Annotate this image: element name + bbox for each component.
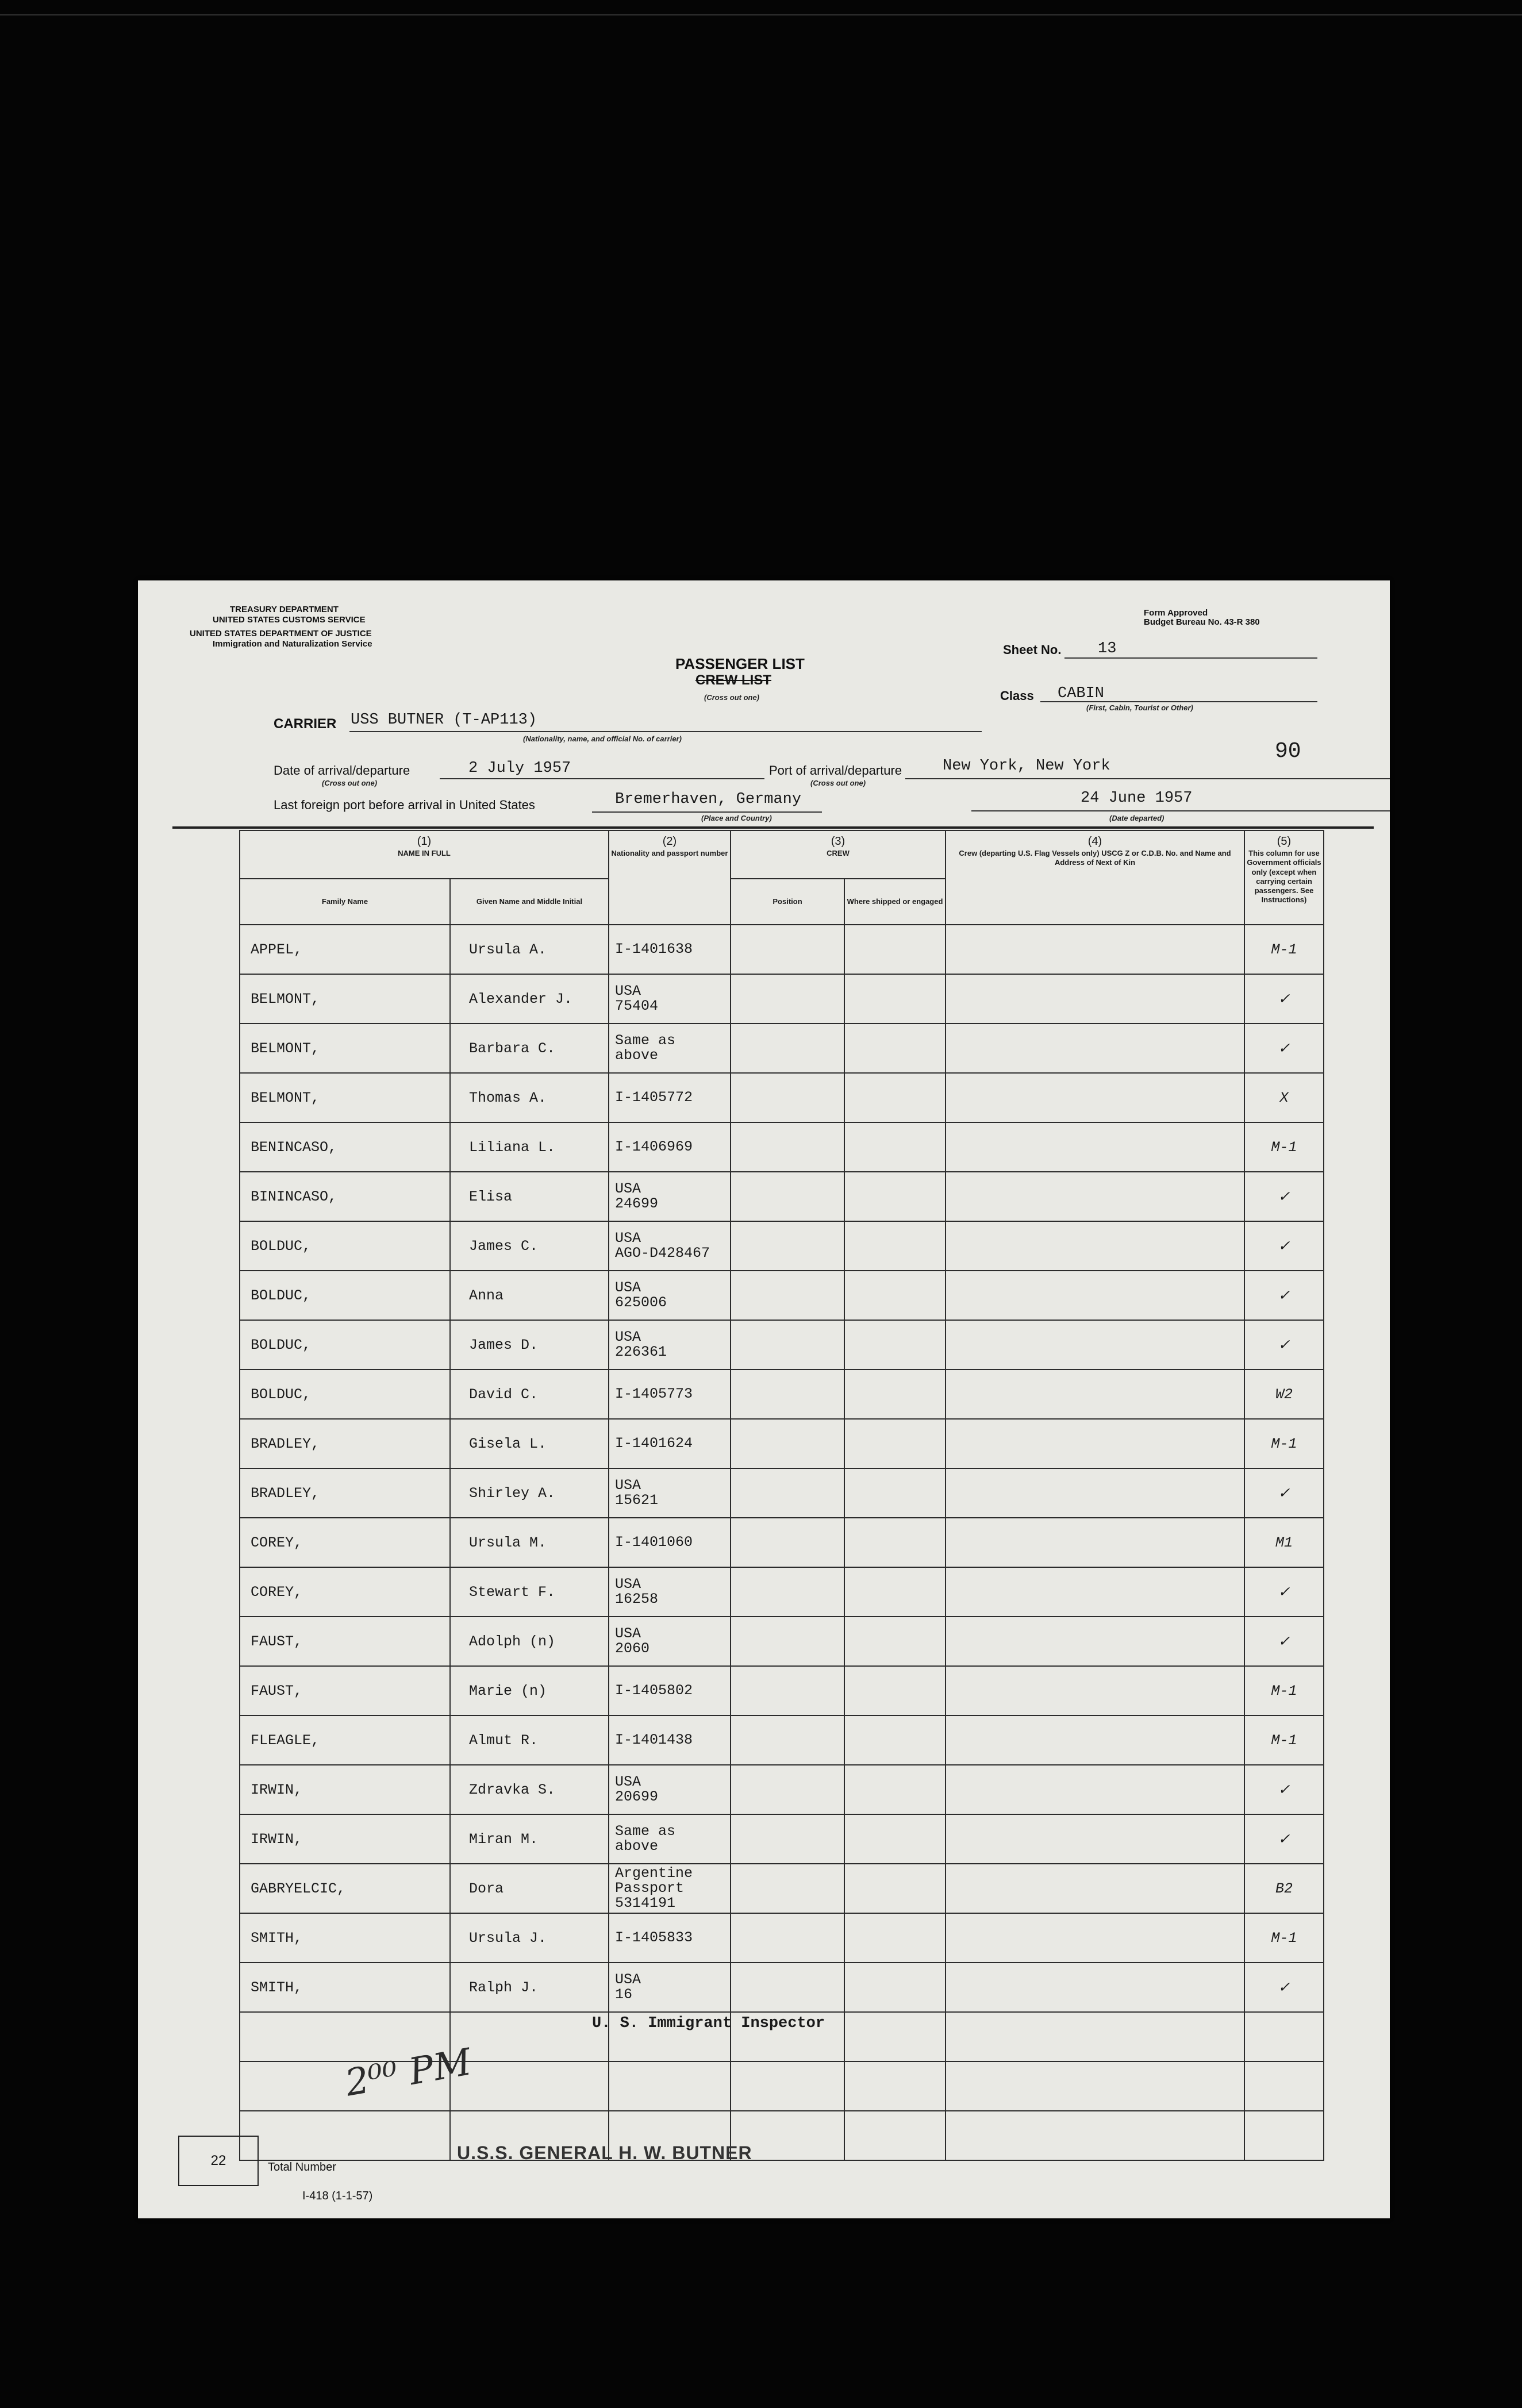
family-name-cell: BELMONT, <box>240 1024 450 1073</box>
next-of-kin-cell <box>946 1073 1244 1122</box>
given-name-cell: Ralph J. <box>450 1963 609 2012</box>
blank-cell <box>450 2012 609 2061</box>
family-name-cell: SMITH, <box>240 1963 450 2012</box>
given-name-cell: David C. <box>450 1370 609 1419</box>
table-row <box>240 974 1324 1024</box>
official-mark-cell: X <box>1244 1073 1324 1122</box>
class-value: CABIN <box>1058 685 1105 702</box>
table-row <box>240 1320 1324 1370</box>
passport-cell: Same as above <box>609 1024 731 1073</box>
blank-cell <box>609 2061 731 2111</box>
given-name-cell: Ursula M. <box>450 1518 609 1567</box>
last-port-label: Last foreign port before arrival in United States <box>274 798 535 812</box>
blank-cell <box>1244 2061 1324 2111</box>
crew-position-cell <box>731 1271 844 1320</box>
blank-cell <box>946 2061 1244 2111</box>
blank-cell <box>946 2111 1244 2160</box>
given-name-cell: Adolph (n) <box>450 1617 609 1666</box>
family-name-cell: COREY, <box>240 1567 450 1617</box>
official-mark-cell: B2 <box>1244 1864 1324 1913</box>
next-of-kin-cell <box>946 974 1244 1024</box>
title-sub: (Cross out one) <box>704 693 760 702</box>
given-name-cell: Ursula J. <box>450 1913 609 1963</box>
next-of-kin-cell <box>946 1122 1244 1172</box>
next-of-kin-cell <box>946 1172 1244 1221</box>
crew-position-cell <box>731 1073 844 1122</box>
carrier-label: CARRIER <box>274 716 337 732</box>
family-name-cell: BOLDUC, <box>240 1271 450 1320</box>
form-number: I-418 (1-1-57) <box>302 2190 373 2202</box>
agency-line-2: UNITED STATES CUSTOMS SERVICE <box>213 615 366 625</box>
passport-cell: I-1406969 <box>609 1122 731 1172</box>
family-name-cell: BININCASO, <box>240 1172 450 1221</box>
official-mark-cell: ✓ <box>1244 1617 1324 1666</box>
official-mark-cell: ✓ <box>1244 1963 1324 2012</box>
given-name-cell: Miran M. <box>450 1814 609 1864</box>
passport-cell: I-1401060 <box>609 1518 731 1567</box>
official-mark-cell: ✓ <box>1244 1271 1324 1320</box>
crew-shipped-cell <box>844 1370 946 1419</box>
sheet-underline <box>1064 657 1317 659</box>
next-of-kin-cell <box>946 1913 1244 1963</box>
budget-bureau: Budget Bureau No. 43-R 380 <box>1144 617 1260 627</box>
crew-shipped-cell <box>844 1963 946 2012</box>
family-name-cell: APPEL, <box>240 925 450 974</box>
next-of-kin-cell <box>946 1567 1244 1617</box>
blank-cell <box>1244 2012 1324 2061</box>
family-name-cell: SMITH, <box>240 1913 450 1963</box>
family-name-cell: BELMONT, <box>240 974 450 1024</box>
next-of-kin-cell <box>946 1221 1244 1271</box>
given-name-cell: Barbara C. <box>450 1024 609 1073</box>
next-of-kin-cell <box>946 1814 1244 1864</box>
scanner-edge-line <box>0 14 1522 16</box>
crew-position-cell <box>731 1666 844 1715</box>
page-stamp-number: 90 <box>1275 739 1301 764</box>
passenger-rows <box>240 925 1324 2160</box>
passport-cell: USA 16258 <box>609 1567 731 1617</box>
departed-value: 24 June 1957 <box>1081 790 1193 807</box>
blank-cell <box>946 2012 1244 2061</box>
agency-line-3: UNITED STATES DEPARTMENT OF JUSTICE <box>190 629 372 638</box>
col5-number: (5) <box>1277 835 1292 848</box>
class-label: Class <box>1000 688 1034 703</box>
next-of-kin-cell <box>946 1271 1244 1320</box>
table-row <box>240 1419 1324 1468</box>
official-mark-cell: ✓ <box>1244 1172 1324 1221</box>
family-name-cell: BELMONT, <box>240 1073 450 1122</box>
crew-position-cell <box>731 1567 844 1617</box>
crew-shipped-cell <box>844 1765 946 1814</box>
ship-stamp: U.S.S. GENERAL H. W. BUTNER <box>457 2142 752 2163</box>
family-name-cell: GABRYELCIC, <box>240 1864 450 1913</box>
crew-shipped-cell <box>844 1172 946 1221</box>
blank-cell <box>1244 2111 1324 2160</box>
col5-label: This column for use Government officials only (except when carrying certain passengers. See Instructions) <box>1247 849 1321 905</box>
crew-position-cell <box>731 1814 844 1864</box>
official-mark-cell: M1 <box>1244 1518 1324 1567</box>
passenger-list-form <box>138 580 1390 2218</box>
passport-cell: USA 16 <box>609 1963 731 2012</box>
next-of-kin-cell <box>946 1617 1244 1666</box>
crew-shipped-cell <box>844 1864 946 1913</box>
col3-number: (3) <box>831 835 845 848</box>
col5-header <box>1244 830 1324 925</box>
table-row <box>240 1617 1324 1666</box>
next-of-kin-cell <box>946 1715 1244 1765</box>
blank-cell <box>731 2061 844 2111</box>
table-row <box>240 1765 1324 1814</box>
crew-position-cell <box>731 1617 844 1666</box>
table-row <box>240 1715 1324 1765</box>
date-label: Date of arrival/departure <box>274 763 410 778</box>
col1-number: (1) <box>417 835 432 848</box>
given-name-cell: Shirley A. <box>450 1468 609 1518</box>
next-of-kin-cell <box>946 1666 1244 1715</box>
col3-label: CREW <box>827 849 850 857</box>
given-name-cell: Marie (n) <box>450 1666 609 1715</box>
next-of-kin-cell <box>946 1370 1244 1419</box>
family-name-cell: FAUST, <box>240 1617 450 1666</box>
crew-shipped-cell <box>844 1666 946 1715</box>
departed-underline <box>971 810 1390 811</box>
col4-number: (4) <box>1087 835 1102 848</box>
crew-position-cell <box>731 1468 844 1518</box>
official-mark-cell: ✓ <box>1244 1814 1324 1864</box>
passport-cell: USA 75404 <box>609 974 731 1024</box>
crew-shipped-cell <box>844 1024 946 1073</box>
given-name-cell: Ursula A. <box>450 925 609 974</box>
official-mark-cell: ✓ <box>1244 1024 1324 1073</box>
given-name-cell: James C. <box>450 1221 609 1271</box>
given-name-cell: Liliana L. <box>450 1122 609 1172</box>
crew-shipped-cell <box>844 1617 946 1666</box>
port-underline <box>905 778 1390 779</box>
next-of-kin-cell <box>946 1963 1244 2012</box>
next-of-kin-cell <box>946 1765 1244 1814</box>
passport-cell: USA 2060 <box>609 1617 731 1666</box>
last-port-value: Bremerhaven, Germany <box>615 791 802 808</box>
passport-cell: I-1405772 <box>609 1073 731 1122</box>
family-name-cell: BENINCASO, <box>240 1122 450 1172</box>
given-name-cell: Almut R. <box>450 1715 609 1765</box>
crew-position-cell <box>731 1172 844 1221</box>
last-port-sub: (Place and Country) <box>701 814 772 822</box>
given-name-cell: James D. <box>450 1320 609 1370</box>
crew-position-cell <box>731 1221 844 1271</box>
passport-cell: USA AGO-D428467 <box>609 1221 731 1271</box>
carrier-underline <box>349 731 982 732</box>
table-row <box>240 1122 1324 1172</box>
given-name-cell: Alexander J. <box>450 974 609 1024</box>
total-number-box <box>178 2136 259 2186</box>
given-name-cell: Gisela L. <box>450 1419 609 1468</box>
passport-cell: Argentine Passport 5314191 <box>609 1864 731 1913</box>
blank-cell <box>450 2061 609 2111</box>
last-port-underline <box>592 811 822 813</box>
agency-line-1: TREASURY DEPARTMENT <box>230 605 339 614</box>
crew-shipped-cell <box>844 1468 946 1518</box>
agency-line-4: Immigration and Naturalization Service <box>213 639 372 649</box>
col2-header <box>609 830 731 925</box>
passport-cell: I-1405833 <box>609 1913 731 1963</box>
date-sub: (Cross out one) <box>322 779 378 787</box>
crew-position-cell <box>731 1765 844 1814</box>
position-header: Position <box>731 879 844 925</box>
crew-shipped-cell <box>844 974 946 1024</box>
date-underline <box>440 778 764 779</box>
crew-position-cell <box>731 925 844 974</box>
title-passenger-list: PASSENGER LIST <box>675 655 805 672</box>
blank-cell <box>240 2111 450 2160</box>
passport-cell: I-1401624 <box>609 1419 731 1468</box>
table-row <box>240 1172 1324 1221</box>
total-label: Total Number <box>268 2161 336 2174</box>
port-label: Port of arrival/departure <box>769 763 902 778</box>
table-row <box>240 1370 1324 1419</box>
next-of-kin-cell <box>946 1024 1244 1073</box>
table-row <box>240 1221 1324 1271</box>
family-name-cell: BRADLEY, <box>240 1468 450 1518</box>
family-name-header: Family Name <box>240 879 450 925</box>
next-of-kin-cell <box>946 925 1244 974</box>
official-mark-cell: M-1 <box>1244 1122 1324 1172</box>
passport-cell: I-1405802 <box>609 1666 731 1715</box>
crew-shipped-cell <box>844 1567 946 1617</box>
crew-position-cell <box>731 1370 844 1419</box>
passport-cell: I-1405773 <box>609 1370 731 1419</box>
crew-position-cell <box>731 1122 844 1172</box>
col1-header <box>240 830 609 879</box>
sheet-label: Sheet No. <box>1003 643 1062 657</box>
title-crew-list: CREW LIST <box>695 672 771 688</box>
port-value: New York, New York <box>943 757 1110 775</box>
family-name-cell: IRWIN, <box>240 1814 450 1864</box>
inspector-signature-line: U. S. Immigrant Inspector <box>592 2015 825 2032</box>
given-name-cell: Thomas A. <box>450 1073 609 1122</box>
col1-label: NAME IN FULL <box>398 849 451 857</box>
blank-row <box>240 2111 1324 2160</box>
given-name-cell: Anna <box>450 1271 609 1320</box>
passport-cell: USA 15621 <box>609 1468 731 1518</box>
family-name-cell: BOLDUC, <box>240 1370 450 1419</box>
next-of-kin-cell <box>946 1518 1244 1567</box>
crew-shipped-cell <box>844 1518 946 1567</box>
crew-shipped-cell <box>844 1122 946 1172</box>
blank-cell <box>844 2111 946 2160</box>
official-mark-cell: M-1 <box>1244 1419 1324 1468</box>
sheet-number: 13 <box>1098 640 1117 657</box>
passenger-table <box>239 830 1324 2161</box>
class-sub: (First, Cabin, Tourist or Other) <box>1086 703 1193 712</box>
form-approved: Form Approved <box>1144 608 1208 618</box>
shipped-header: Where shipped or engaged <box>844 879 946 925</box>
official-mark-cell: W2 <box>1244 1370 1324 1419</box>
given-name-header: Given Name and Middle Initial <box>450 879 609 925</box>
blank-cell <box>844 2012 946 2061</box>
table-row <box>240 1963 1324 2012</box>
crew-shipped-cell <box>844 1073 946 1122</box>
carrier-value: USS BUTNER (T-AP113) <box>351 711 537 729</box>
official-mark-cell: ✓ <box>1244 1765 1324 1814</box>
family-name-cell: BOLDUC, <box>240 1320 450 1370</box>
table-row <box>240 1024 1324 1073</box>
blank-cell <box>844 2061 946 2111</box>
official-mark-cell: M-1 <box>1244 1715 1324 1765</box>
crew-position-cell <box>731 1913 844 1963</box>
crew-shipped-cell <box>844 1913 946 1963</box>
given-name-cell: Stewart F. <box>450 1567 609 1617</box>
passport-cell: USA 20699 <box>609 1765 731 1814</box>
official-mark-cell: ✓ <box>1244 1567 1324 1617</box>
departed-sub: (Date departed) <box>1109 814 1164 822</box>
total-value: 22 <box>210 2153 226 2168</box>
carrier-sub: (Nationality, name, and official No. of carrier) <box>523 734 682 743</box>
passport-cell: USA 24699 <box>609 1172 731 1221</box>
crew-position-cell <box>731 1715 844 1765</box>
family-name-cell: FLEAGLE, <box>240 1715 450 1765</box>
crew-position-cell <box>731 1024 844 1073</box>
passport-cell: USA 625006 <box>609 1271 731 1320</box>
crew-position-cell <box>731 1864 844 1913</box>
table-row <box>240 1518 1324 1567</box>
official-mark-cell: M-1 <box>1244 925 1324 974</box>
table-row <box>240 1271 1324 1320</box>
given-name-cell: Zdravka S. <box>450 1765 609 1814</box>
handwritten-time-note: 2⁰⁰ PM <box>342 2041 475 2105</box>
table-row <box>240 1073 1324 1122</box>
official-mark-cell: ✓ <box>1244 1320 1324 1370</box>
date-value: 2 July 1957 <box>468 760 571 777</box>
port-sub: (Cross out one) <box>810 779 866 787</box>
family-name-cell: BRADLEY, <box>240 1419 450 1468</box>
given-name-cell: Elisa <box>450 1172 609 1221</box>
family-name-cell: FAUST, <box>240 1666 450 1715</box>
official-mark-cell: M-1 <box>1244 1666 1324 1715</box>
next-of-kin-cell <box>946 1419 1244 1468</box>
header-rule <box>172 826 1374 829</box>
official-mark-cell: ✓ <box>1244 974 1324 1024</box>
passport-cell: I-1401638 <box>609 925 731 974</box>
col2-number: (2) <box>662 835 677 848</box>
official-mark-cell: ✓ <box>1244 1468 1324 1518</box>
col3-header <box>731 830 946 879</box>
crew-shipped-cell <box>844 1221 946 1271</box>
col4-label: Crew (departing U.S. Flag Vessels only) USCG Z or C.D.B. No. and Name and Address of Next of Kin <box>959 849 1231 867</box>
col4-header <box>946 830 1244 925</box>
passport-cell: Same as above <box>609 1814 731 1864</box>
table-row <box>240 1864 1324 1913</box>
next-of-kin-cell <box>946 1864 1244 1913</box>
table-row <box>240 1814 1324 1864</box>
crew-shipped-cell <box>844 1320 946 1370</box>
official-mark-cell: M-1 <box>1244 1913 1324 1963</box>
official-mark-cell: ✓ <box>1244 1221 1324 1271</box>
next-of-kin-cell <box>946 1320 1244 1370</box>
table-row <box>240 1567 1324 1617</box>
crew-position-cell <box>731 974 844 1024</box>
table-row <box>240 1913 1324 1963</box>
crew-position-cell <box>731 1518 844 1567</box>
crew-position-cell <box>731 1320 844 1370</box>
table-row <box>240 925 1324 974</box>
crew-shipped-cell <box>844 1814 946 1864</box>
crew-shipped-cell <box>844 1271 946 1320</box>
family-name-cell: COREY, <box>240 1518 450 1567</box>
col2-label: Nationality and passport number <box>611 849 728 857</box>
crew-shipped-cell <box>844 1419 946 1468</box>
next-of-kin-cell <box>946 1468 1244 1518</box>
family-name-cell: IRWIN, <box>240 1765 450 1814</box>
crew-position-cell <box>731 1963 844 2012</box>
crew-position-cell <box>731 1419 844 1468</box>
crew-shipped-cell <box>844 1715 946 1765</box>
passport-cell: I-1401438 <box>609 1715 731 1765</box>
family-name-cell: BOLDUC, <box>240 1221 450 1271</box>
table-row <box>240 1468 1324 1518</box>
table-row <box>240 1666 1324 1715</box>
given-name-cell: Dora <box>450 1864 609 1913</box>
crew-shipped-cell <box>844 925 946 974</box>
passport-cell: USA 226361 <box>609 1320 731 1370</box>
